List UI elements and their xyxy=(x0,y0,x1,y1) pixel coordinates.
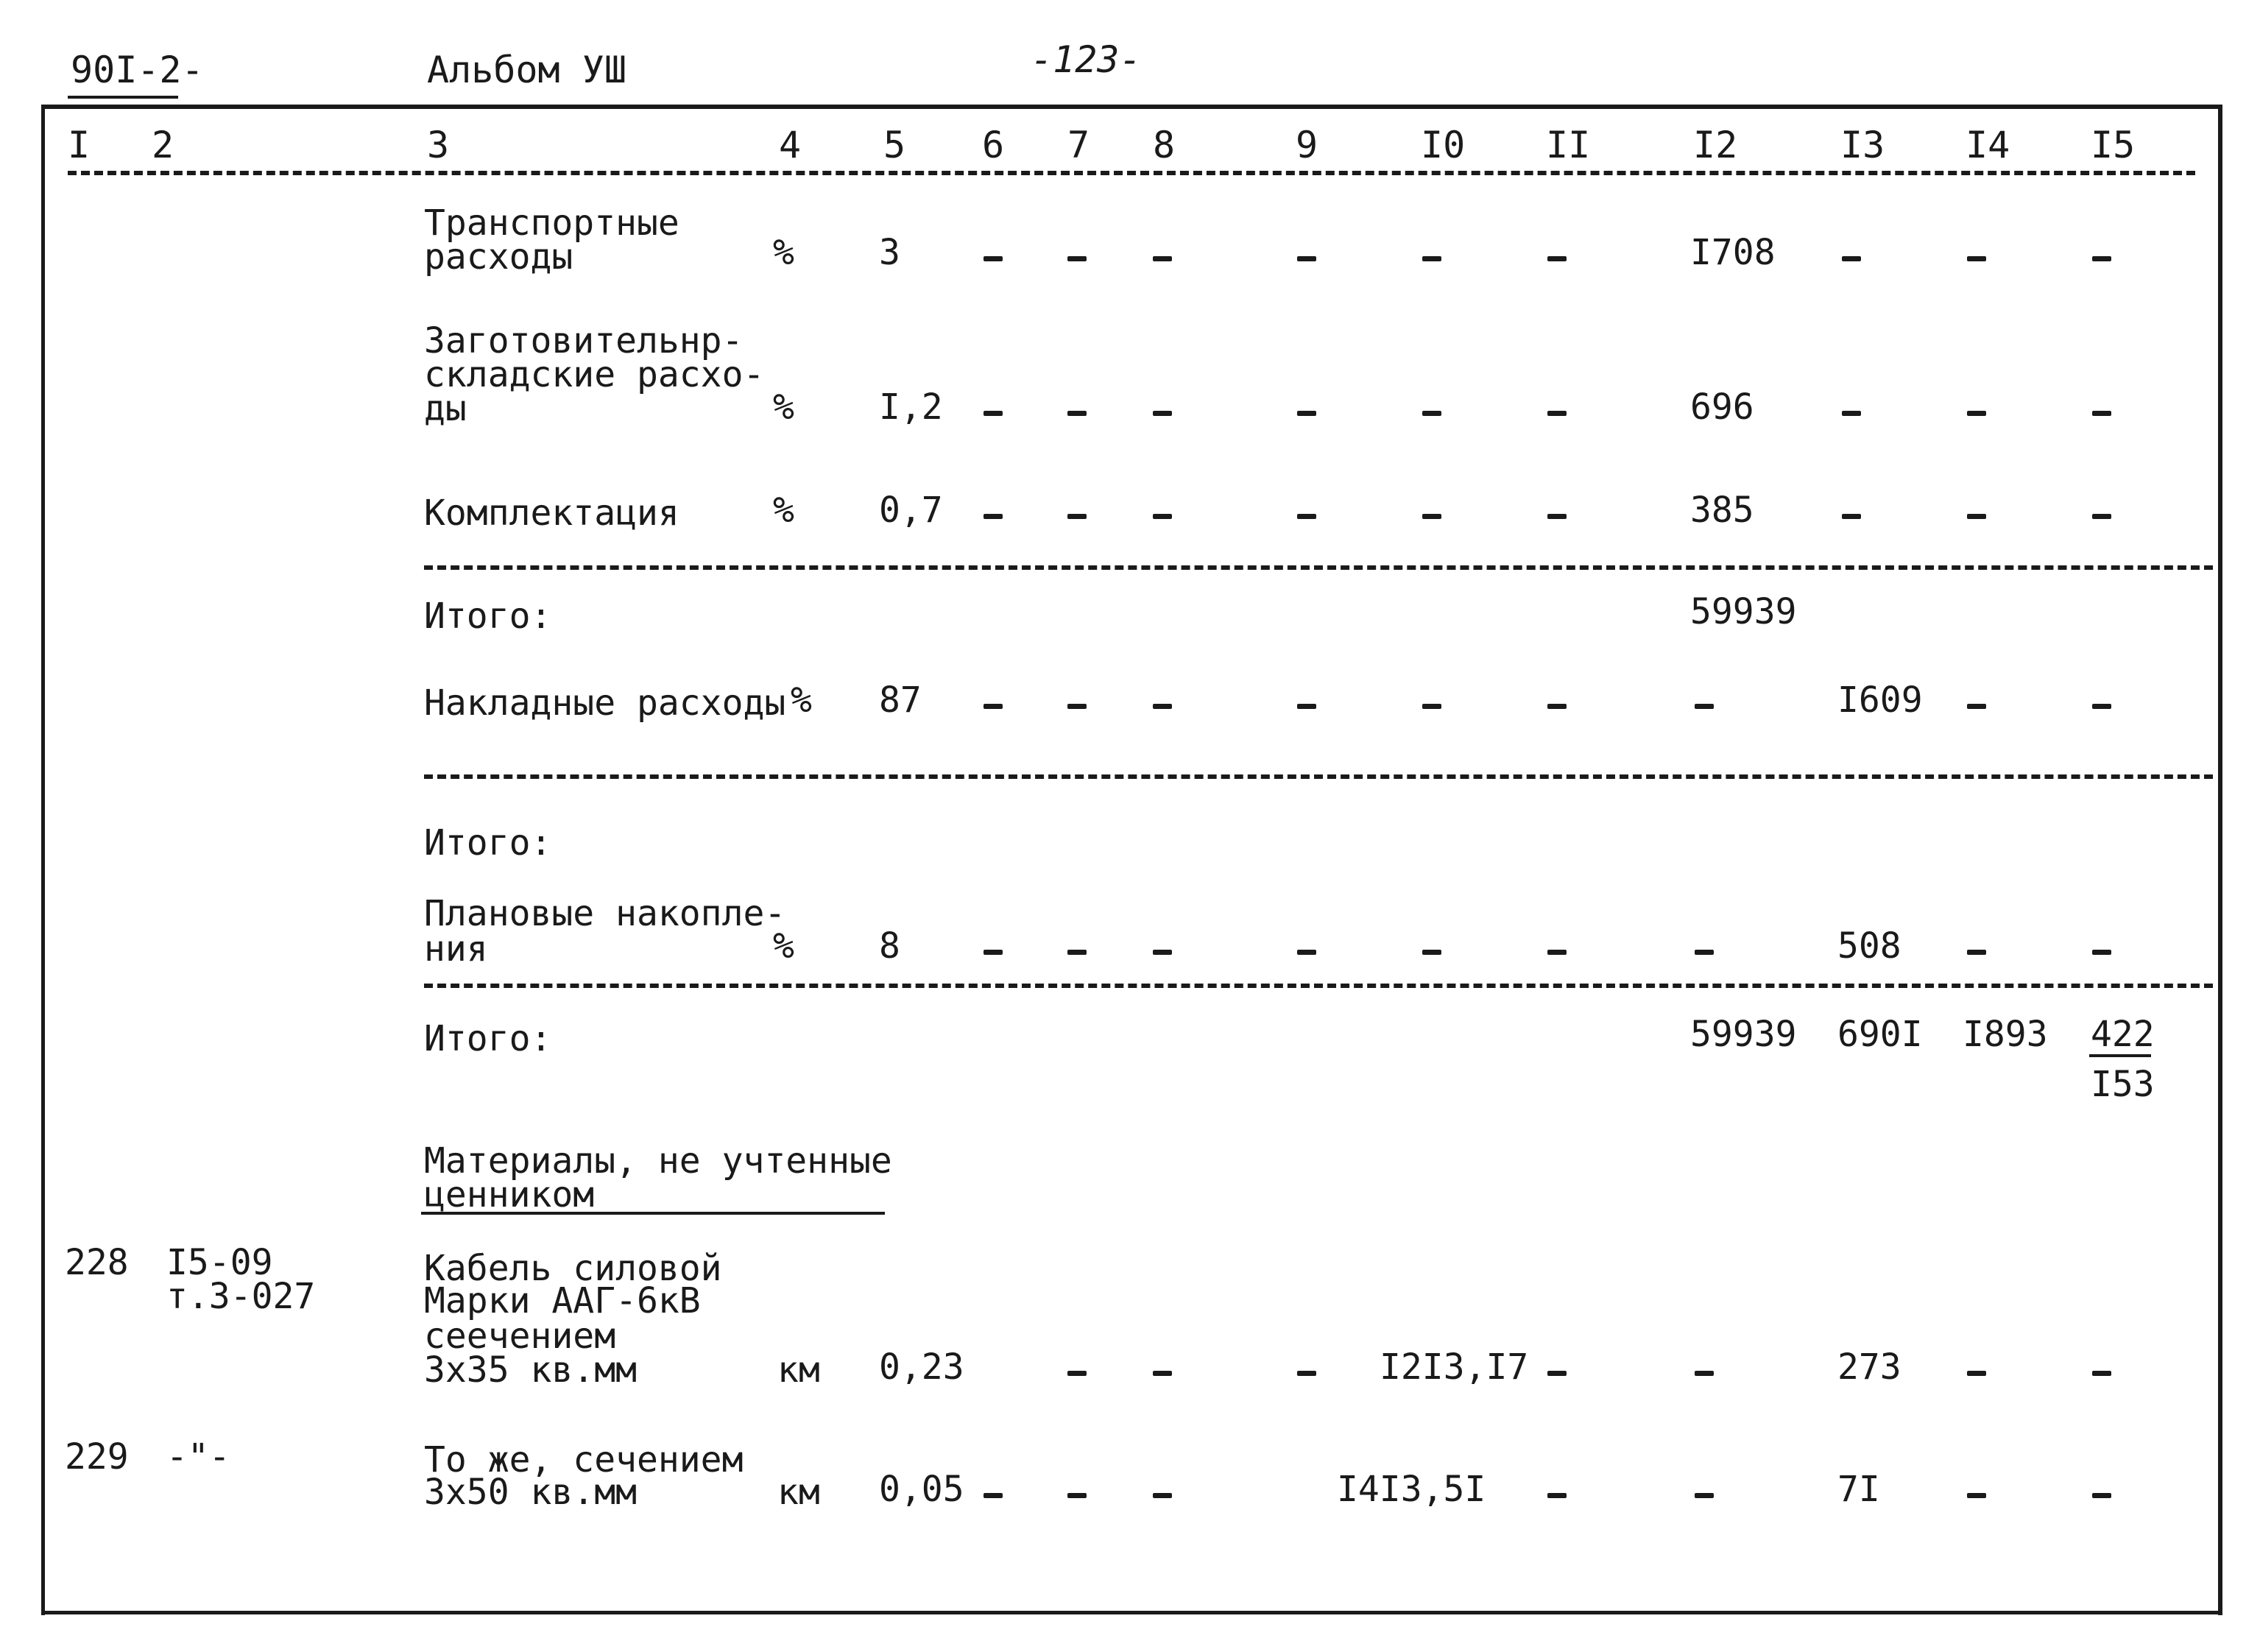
col12-cell: I708 xyxy=(1690,232,1776,273)
unit-cell: % xyxy=(773,386,794,428)
dash-mark xyxy=(1967,1371,1986,1376)
row-name: Накладные расходы xyxy=(424,682,786,724)
row-name: Комплектация xyxy=(424,493,679,534)
col15-fraction-bottom: I53 xyxy=(2091,1064,2155,1105)
row-name: Итого: xyxy=(424,1018,552,1059)
row-name: расходы xyxy=(424,236,573,278)
dash-mark xyxy=(1067,704,1087,709)
dash-mark xyxy=(1297,256,1316,261)
dash-mark xyxy=(984,256,1003,261)
dash-mark xyxy=(984,704,1003,709)
row-name: ния xyxy=(424,928,488,970)
dash-mark xyxy=(1547,1493,1567,1498)
dash-mark xyxy=(984,411,1003,416)
col-header-12: I2 xyxy=(1693,124,1738,166)
fraction-bar xyxy=(2089,1054,2151,1057)
col13-cell: 690I xyxy=(1837,1014,1923,1055)
col12-cell: 59939 xyxy=(1690,591,1797,632)
col-header-15: I5 xyxy=(2091,124,2136,166)
col-header-11: II xyxy=(1546,124,1591,166)
dash-mark xyxy=(1695,704,1714,709)
dash-mark xyxy=(1153,514,1172,519)
row-name: Заготовительнр- xyxy=(424,320,744,361)
dash-mark xyxy=(2092,256,2111,261)
dash-mark xyxy=(1297,514,1316,519)
col10-cell: I2I3,I7 xyxy=(1380,1346,1529,1388)
section-divider xyxy=(424,984,2213,988)
table-frame-right xyxy=(2218,105,2222,1615)
row-name: складские расхо- xyxy=(424,354,765,395)
dash-mark xyxy=(1067,411,1087,416)
dash-mark xyxy=(1547,514,1567,519)
row-name: 3х35 кв.мм xyxy=(424,1349,637,1391)
dash-mark xyxy=(2092,704,2111,709)
col5-cell: 0,7 xyxy=(879,490,943,531)
row-name: Итого: xyxy=(424,596,552,637)
dash-mark xyxy=(1422,950,1441,955)
dash-mark xyxy=(1547,411,1567,416)
dash-mark xyxy=(1547,1371,1567,1376)
dash-mark xyxy=(1695,1493,1714,1498)
row-name: сеечением xyxy=(424,1316,616,1357)
row-name: 3х50 кв.мм xyxy=(424,1472,637,1513)
price-code: -"- xyxy=(166,1436,230,1478)
dash-mark xyxy=(1695,1371,1714,1376)
dash-mark xyxy=(1547,950,1567,955)
dash-mark xyxy=(1153,1493,1172,1498)
dash-mark xyxy=(1297,1371,1316,1376)
col-header-1: I xyxy=(68,124,91,166)
col-header-7: 7 xyxy=(1067,124,1090,166)
table-frame-bottom xyxy=(41,1611,2222,1614)
doc-code: 90I-2- xyxy=(71,49,204,91)
dash-mark xyxy=(984,1493,1003,1498)
dash-mark xyxy=(1153,411,1172,416)
dash-mark xyxy=(984,514,1003,519)
dash-mark xyxy=(1067,1371,1087,1376)
table-frame-left xyxy=(41,105,45,1615)
dash-mark xyxy=(1422,704,1441,709)
dash-mark xyxy=(1842,514,1861,519)
row-name: Транспортные xyxy=(424,202,679,244)
dash-mark xyxy=(1297,411,1316,416)
col5-cell: I,2 xyxy=(879,386,943,428)
dash-mark xyxy=(1547,704,1567,709)
col-header-3: 3 xyxy=(427,124,450,166)
dash-mark xyxy=(1297,950,1316,955)
col12-cell: 696 xyxy=(1690,386,1754,428)
table-frame-top xyxy=(41,105,2222,109)
col13-cell: 273 xyxy=(1837,1346,1901,1388)
dash-mark xyxy=(2092,1371,2111,1376)
unit-cell: % xyxy=(773,232,794,273)
column-header-underline xyxy=(68,171,2195,175)
dash-mark xyxy=(984,950,1003,955)
dash-mark xyxy=(1547,256,1567,261)
col5-cell: 0,23 xyxy=(879,1346,964,1388)
col5-cell: 0,05 xyxy=(879,1469,964,1510)
dash-mark xyxy=(1967,704,1986,709)
price-code: т.3-027 xyxy=(166,1276,316,1317)
dash-mark xyxy=(1695,950,1714,955)
dash-mark xyxy=(1422,411,1441,416)
unit-cell: км xyxy=(777,1472,820,1513)
col-header-5: 5 xyxy=(883,124,906,166)
col14-cell: I893 xyxy=(1963,1014,2048,1055)
col-header-4: 4 xyxy=(779,124,802,166)
col-header-2: 2 xyxy=(152,124,174,166)
row-name: То же, сечением xyxy=(424,1439,744,1480)
col12-cell: 385 xyxy=(1690,490,1754,531)
dash-mark xyxy=(1967,1493,1986,1498)
row-name: Плановые накопле- xyxy=(424,893,786,934)
col5-cell: 8 xyxy=(879,925,900,967)
col10-cell: I4I3,5I xyxy=(1337,1469,1486,1510)
section-divider xyxy=(424,774,2213,779)
dash-mark xyxy=(1067,1493,1087,1498)
col13-cell: I609 xyxy=(1837,679,1923,721)
col15-fraction-top: 422 xyxy=(2091,1014,2155,1055)
price-code: I5-09 xyxy=(166,1242,273,1283)
col13-cell: 508 xyxy=(1837,925,1901,967)
materials-underline xyxy=(421,1212,885,1215)
row-name: Кабель силовой xyxy=(424,1248,722,1289)
dash-mark xyxy=(1153,256,1172,261)
dash-mark xyxy=(1067,256,1087,261)
album-label: Альбом УШ xyxy=(427,49,626,91)
doc-code-underline xyxy=(68,96,178,99)
dash-mark xyxy=(1842,411,1861,416)
unit-cell: % xyxy=(791,679,812,721)
unit-cell: км xyxy=(777,1349,820,1391)
dash-mark xyxy=(1297,704,1316,709)
dash-mark xyxy=(1967,411,1986,416)
dash-mark xyxy=(2092,950,2111,955)
col-header-13: I3 xyxy=(1840,124,1885,166)
col-header-8: 8 xyxy=(1153,124,1176,166)
col13-cell: 7I xyxy=(1837,1469,1880,1510)
dash-mark xyxy=(1967,514,1986,519)
dash-mark xyxy=(2092,411,2111,416)
dash-mark xyxy=(2092,514,2111,519)
row-name: ценником xyxy=(424,1174,595,1215)
dash-mark xyxy=(1967,950,1986,955)
dash-mark xyxy=(1422,514,1441,519)
col-header-6: 6 xyxy=(982,124,1005,166)
dash-mark xyxy=(1067,514,1087,519)
col5-cell: 3 xyxy=(879,232,900,273)
section-divider xyxy=(424,565,2213,570)
row-name: Итого: xyxy=(424,822,552,864)
dash-mark xyxy=(1153,950,1172,955)
dash-mark xyxy=(1967,256,1986,261)
row-number: 228 xyxy=(65,1242,129,1283)
row-name: ды xyxy=(424,388,467,429)
col-header-10: I0 xyxy=(1421,124,1466,166)
col-header-14: I4 xyxy=(1966,124,2010,166)
dash-mark xyxy=(1422,256,1441,261)
dash-mark xyxy=(1153,1371,1172,1376)
dash-mark xyxy=(1067,950,1087,955)
dash-mark xyxy=(1153,704,1172,709)
page-number: -123- xyxy=(1031,38,1142,81)
dash-mark xyxy=(2092,1493,2111,1498)
row-name: Материалы, не учтенные xyxy=(424,1140,892,1182)
row-number: 229 xyxy=(65,1436,129,1478)
col5-cell: 87 xyxy=(879,679,922,721)
unit-cell: % xyxy=(773,925,794,967)
dash-mark xyxy=(1842,256,1861,261)
unit-cell: % xyxy=(773,490,794,531)
col-header-9: 9 xyxy=(1296,124,1318,166)
row-name: Марки ААГ-6кВ xyxy=(424,1280,701,1321)
col12-cell: 59939 xyxy=(1690,1014,1797,1055)
